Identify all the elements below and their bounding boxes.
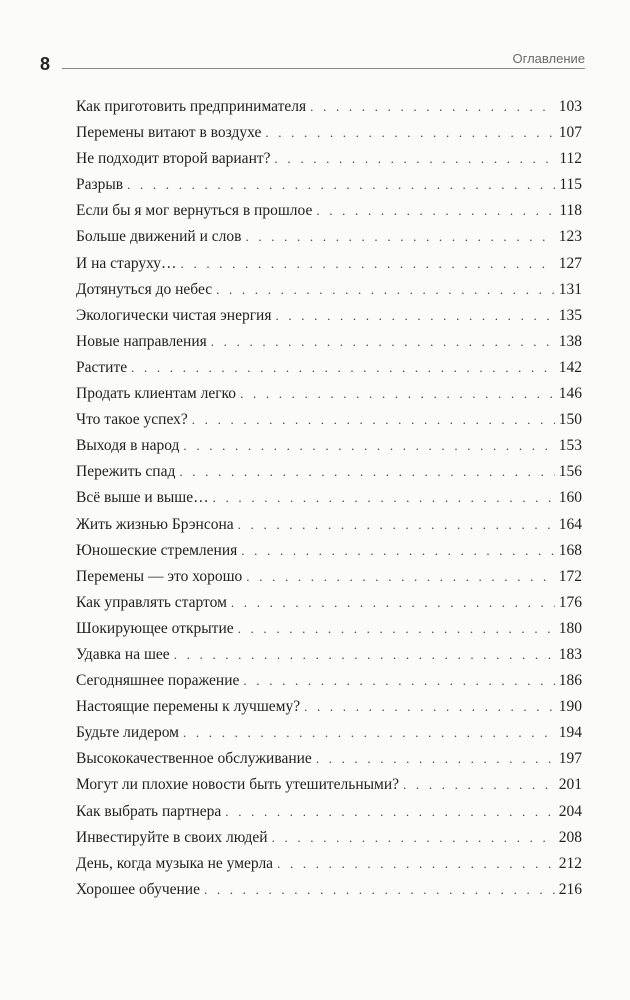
dot-leader (275, 303, 554, 329)
toc-entry-page: 103 (558, 98, 582, 115)
dot-leader (192, 407, 555, 433)
toc-entry[interactable] (76, 485, 582, 511)
toc-entry-page: 204 (558, 802, 582, 820)
table-of-contents (76, 94, 582, 903)
toc-entry-title: Юношеские стремления (76, 541, 238, 559)
dot-leader (211, 329, 555, 355)
toc-entry-page: 127 (558, 254, 582, 272)
toc-entry[interactable] (76, 407, 582, 433)
dot-leader (272, 825, 555, 851)
toc-entry[interactable] (76, 746, 582, 772)
dot-leader (277, 851, 555, 877)
toc-entry[interactable] (76, 251, 582, 277)
toc-entry-title: Не подходит второй вариант? (76, 150, 271, 168)
toc-entry-title: Хорошее обучение (76, 880, 200, 898)
dot-leader (243, 668, 554, 694)
toc-entry-title: Настоящие перемены к лучшему? (76, 698, 301, 716)
toc-entry-page: 168 (558, 541, 582, 559)
toc-entry-title: День, когда музыка не умерла (76, 854, 274, 872)
toc-entry-title: Дотянуться до небес (76, 280, 213, 298)
dot-leader (275, 146, 556, 172)
toc-entry-title: Удавка на шее (76, 645, 170, 663)
toc-entry-page: 153 (558, 437, 582, 455)
dot-leader (216, 277, 555, 303)
toc-entry[interactable] (76, 329, 582, 355)
toc-entry[interactable] (76, 772, 582, 798)
toc-entry[interactable] (76, 616, 582, 642)
toc-entry-page: 183 (558, 645, 582, 663)
toc-entry[interactable] (76, 851, 582, 877)
toc-entry-title: Сегодняшнее поражение (76, 672, 240, 690)
dot-leader (310, 94, 555, 120)
toc-entry[interactable] (76, 303, 582, 329)
toc-entry-page: 180 (558, 619, 582, 637)
dot-leader (316, 746, 555, 772)
dot-leader (238, 616, 555, 642)
toc-entry-page: 160 (558, 489, 582, 507)
toc-entry-title: Будьте лидером (76, 724, 179, 742)
toc-entry[interactable] (76, 94, 582, 120)
dot-leader (246, 564, 554, 590)
toc-entry-page: 216 (558, 880, 582, 898)
toc-entry-title: Шокирующее открытие (76, 619, 234, 637)
toc-entry[interactable] (76, 694, 582, 720)
toc-entry[interactable] (76, 720, 582, 746)
toc-entry-page: 115 (559, 176, 582, 194)
toc-entry[interactable] (76, 538, 582, 564)
toc-entry-page: 172 (558, 567, 582, 585)
toc-entry[interactable] (76, 564, 582, 590)
toc-entry-page: 190 (558, 698, 582, 716)
dot-leader (174, 642, 555, 668)
toc-entry-page: 194 (558, 724, 582, 742)
toc-entry-page: 107 (558, 124, 582, 142)
toc-entry-page: 197 (558, 750, 582, 768)
dot-leader (265, 120, 554, 146)
toc-entry[interactable] (76, 459, 582, 485)
dot-leader (231, 590, 555, 616)
toc-entry-title: Всё выше и выше… (76, 489, 209, 507)
toc-entry-page: 138 (558, 332, 582, 350)
toc-entry[interactable] (76, 277, 582, 303)
toc-entry-page: 146 (558, 385, 582, 403)
toc-entry-title: Перемены витают в воздухе (76, 124, 262, 142)
toc-entry-page: 164 (558, 515, 582, 533)
toc-entry-title: И на старуху… (76, 254, 177, 272)
toc-entry[interactable] (76, 120, 582, 146)
toc-entry-title: Экологически чистая энергия (76, 306, 272, 324)
toc-entry-page: 201 (558, 776, 582, 794)
dot-leader (225, 799, 554, 825)
toc-entry-title: Продать клиентам легко (76, 385, 237, 403)
toc-entry-title: Пережить спад (76, 463, 176, 481)
toc-entry[interactable] (76, 355, 582, 381)
toc-entry-page: 156 (558, 463, 582, 481)
toc-entry-page: 142 (558, 358, 582, 376)
toc-entry-title: Что такое успех? (76, 411, 188, 429)
toc-entry[interactable] (76, 198, 582, 224)
toc-entry-page: 208 (558, 828, 582, 846)
toc-entry-title: Растите (76, 358, 128, 376)
toc-entry-page: 118 (559, 202, 582, 220)
toc-entry-title: Инвестируйте в своих людей (76, 828, 268, 846)
toc-entry-title: Как управлять стартом (76, 593, 227, 611)
dot-leader (183, 433, 554, 459)
page-number: 8 (40, 54, 51, 74)
dot-leader (304, 694, 555, 720)
dot-leader (245, 224, 554, 250)
toc-entry-title: Жить жизнью Брэнсона (76, 515, 234, 533)
toc-entry-page: 123 (558, 228, 582, 246)
toc-entry-page: 150 (558, 411, 582, 429)
toc-entry[interactable] (76, 668, 582, 694)
running-head: Оглавление (512, 51, 585, 66)
toc-entry[interactable] (76, 590, 582, 616)
dot-leader (316, 198, 555, 224)
toc-entry[interactable] (76, 825, 582, 851)
toc-entry-title: Высококачественное обслуживание (76, 750, 312, 768)
toc-entry[interactable] (76, 172, 582, 198)
toc-entry[interactable] (76, 877, 582, 903)
toc-entry[interactable] (76, 433, 582, 459)
toc-entry-page: 212 (558, 854, 582, 872)
page-header (40, 46, 585, 74)
dot-leader (181, 251, 555, 277)
toc-entry-title: Если бы я мог вернуться в прошлое (76, 202, 313, 220)
toc-entry[interactable] (76, 642, 582, 668)
toc-entry[interactable] (76, 799, 582, 825)
toc-entry[interactable] (76, 224, 582, 250)
toc-entry-page: 112 (559, 150, 582, 168)
toc-entry-page: 176 (558, 593, 582, 611)
toc-entry[interactable] (76, 512, 582, 538)
dot-leader (179, 459, 554, 485)
toc-entry-title: Разрыв (76, 176, 124, 194)
toc-entry-title: Новые направления (76, 332, 207, 350)
toc-entry-title: Перемены — это хорошо (76, 567, 243, 585)
toc-entry-page: 135 (558, 306, 582, 324)
toc-entry-title: Больше движений и слов (76, 228, 242, 246)
toc-entry-title: Выходя в народ (76, 437, 180, 455)
dot-leader (127, 172, 555, 198)
toc-entry[interactable] (76, 381, 582, 407)
toc-entry-title: Могут ли плохие новости быть утешительными? (76, 776, 400, 794)
toc-entry[interactable] (76, 146, 582, 172)
toc-entry-page: 186 (558, 672, 582, 690)
toc-entry-title: Как выбрать партнера (76, 802, 222, 820)
toc-entry-page: 131 (558, 280, 582, 298)
header-rule (62, 68, 585, 69)
dot-leader (213, 485, 555, 511)
dot-leader (240, 381, 555, 407)
dot-leader (403, 772, 555, 798)
toc-entry-title: Как приготовить предпринимателя (76, 98, 307, 115)
dot-leader (183, 720, 555, 746)
dot-leader (238, 512, 555, 538)
dot-leader (204, 877, 555, 903)
dot-leader (241, 538, 554, 564)
dot-leader (131, 355, 555, 381)
